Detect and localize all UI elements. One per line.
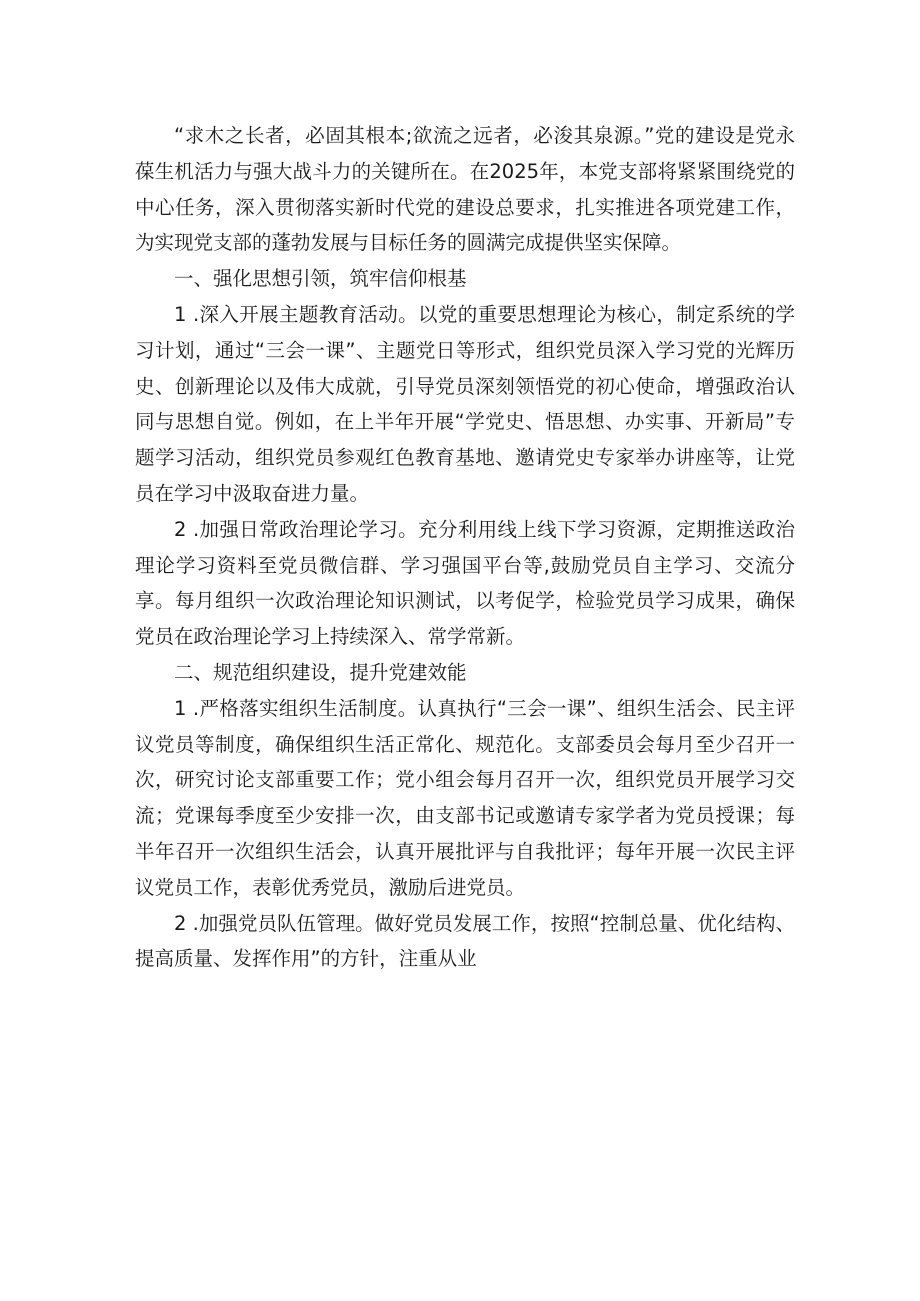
section2-item1-paragraph: 1 .严格落实组织生活制度。认真执行“三会一课”、组织生活会、民主评议党员等制度，确保组织生活正常化、规范化。支部委员会每月至少召开一次，研究讨论支部重要工作；党小组会每月召开一次，组织党员开展学习交流；党课每季度至少安排一次，由支部书记或邀请专家学者为党员授课；每半年召开一次组织生活会，认真开展批评与自我批评；每年开展一次民主评议党员工作，表彰优秀党员，激励后进党员。 — [135, 696, 795, 899]
intro-paragraph: “求木之长者，必固其根本;欲流之远者，必浚其泉源。”党的建设是党永葆生机活力与强大战斗力的关键所在。在2025年，本党支部将紧紧围绕党的中心任务，深入贯彻落实新时代党的建设总要求，扎实推进各项党建工作，为实现党支部的蓬勃发展与目标任务的圆满完成提供坚实保障。 — [135, 124, 795, 255]
document-body — [135, 118, 795, 977]
section1-item1-paragraph: 1 .深入开展主题教育活动。以党的重要思想理论为核心，制定系统的学习计划，通过“三会一课”、主题党日等形式，组织党员深入学习党的光辉历史、创新理论以及伟大成就，引导党员深刻领悟党的初心使命，增强政治认同与思想自觉。例如，在上半年开展“学党史、悟思想、办实事、开新局”专题学习活动，组织党员参观红色教育基地、邀请党史专家举办讲座等，让党员在学习中汲取奋进力量。 — [135, 302, 795, 505]
section1-item2-paragraph: 2 .加强日常政治理论学习。充分利用线上线下学习资源，定期推送政治理论学习资料至党员微信群、学习强国平台等,鼓励党员自主学习、交流分享。每月组织一次政治理论知识测试，以考促学，检验党员学习成果，确保党员在政治理论学习上持续深入、常学常新。 — [135, 517, 795, 649]
section-heading-2: 二、规范组织建设，提升党建效能 — [174, 660, 467, 684]
section-heading-1: 一、强化思想引领，筑牢信仰根基 — [174, 267, 467, 291]
section2-item2-paragraph: 2 .加强党员队伍管理。做好党员发展工作，按照“控制总量、优化结构、提高质量、发挥作用”的方针，注重从业 — [135, 911, 795, 971]
